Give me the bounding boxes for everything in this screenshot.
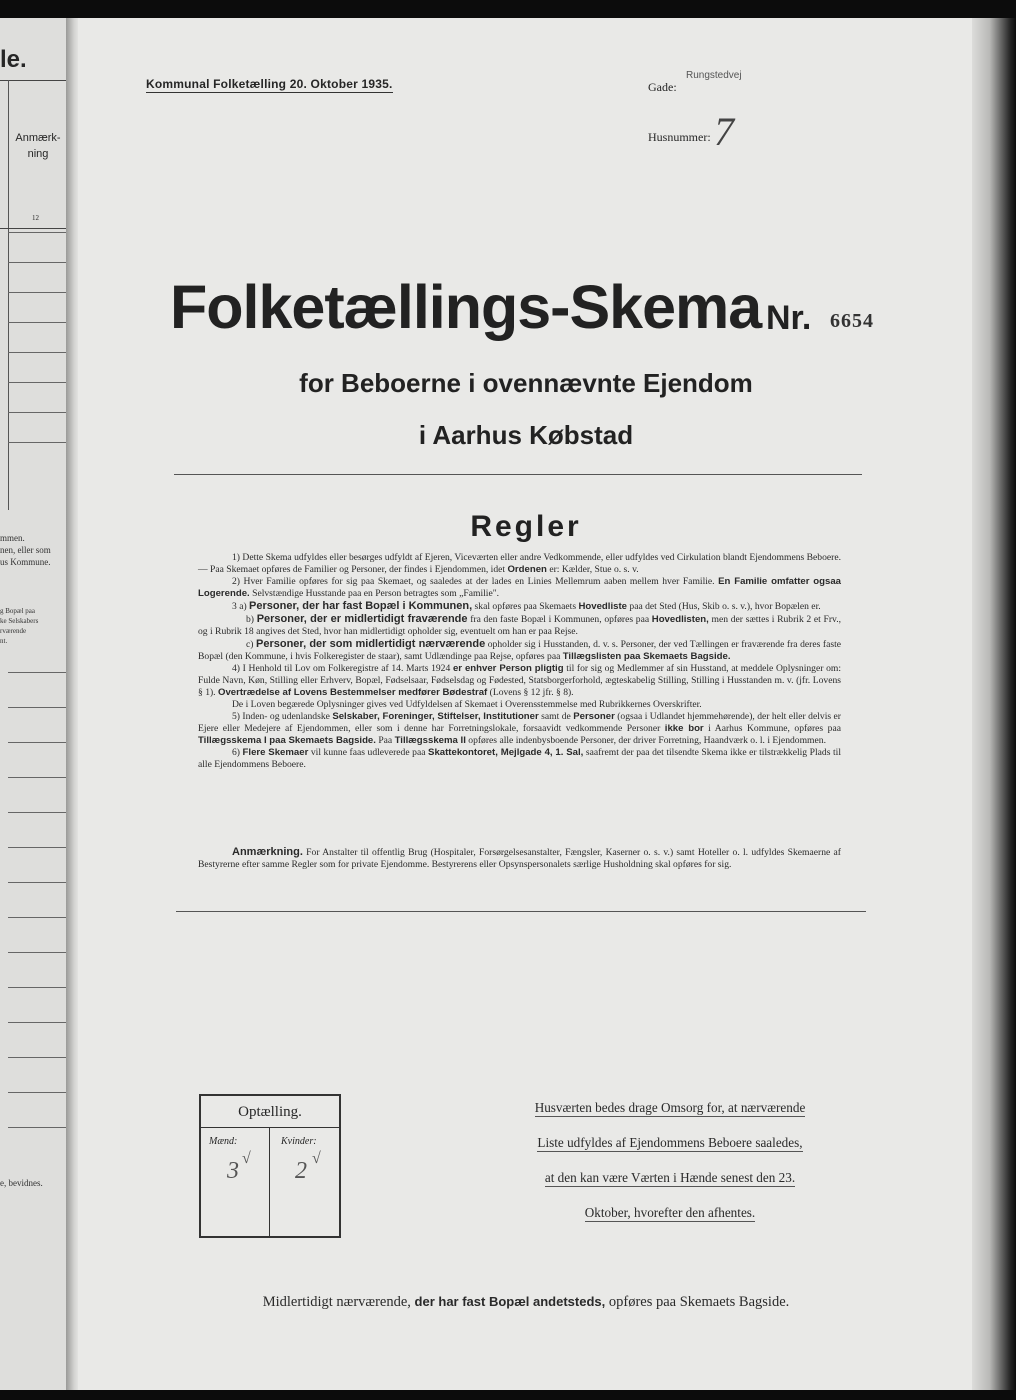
form-location: i Aarhus Købstad (418, 420, 634, 450)
row-line (8, 1057, 68, 1058)
row-line (8, 777, 68, 778)
row-line (8, 1092, 68, 1093)
kvinder-count: 2 (295, 1158, 307, 1184)
divider (201, 1127, 339, 1128)
note-line: g Bopæl paa (0, 607, 35, 615)
rule-4: 4) I Henhold til Lov om Folkeregistre af 14. Marts 1924 er enhver Person pligtig til for sig og Medlemmer af sin Husstand, at meddele Oplysninger om: Fulde Navn, Køn, Stilling eller Erhverv, Bopæl, Fødselsaar, Fødselsdag og Fødested, Statsborgerforhold, ægteskabelig Stilling, Stilling i Husstanden m. v. (jfr. Lovens § 1). Overtrædelse af Lovens Bestemmelser medfører Bødestraf (Lovens § 12 jfr. § 8). (198, 663, 841, 698)
census-date-line: Kommunal Folketælling 20. Oktober 1935. (146, 77, 393, 91)
note-line: us Kommune. (0, 557, 51, 567)
note-line: ke Selskabers (0, 617, 39, 625)
divider (0, 228, 68, 229)
form-subtitle: for Beboerne i ovennævnte Ejendom (299, 368, 753, 398)
divider (8, 80, 9, 510)
divider (174, 474, 862, 475)
row-line (8, 352, 68, 353)
instruction-line: at den kan være Værten i Hænde senest den 23. (544, 1170, 796, 1185)
rule-5: 5) Inden- og udenlandske Selskaber, Foreninger, Stiftelser, Institutioner samt de Personer (ogsaa i Udlandet hjemmehørende), der helt eller delvis er Ejere eller Medejere af Ejendommen, eller som i denne har Forretningslokale, forsaavidt vedkommende Personer ikke bor i Aarhus Kommune, opføres paa Tillægsskema I paa Skemaets Bagside. Paa Tillægsskema II opføres alle indenbysboende Personer, der driver Forretning, Haandværk o. l. i Ejendommen. (198, 711, 841, 746)
form-title: Folketællings-Skema (170, 273, 762, 341)
divider (176, 911, 866, 912)
checkmark-icon: √ (242, 1150, 251, 1167)
maend-label: Mænd: (209, 1136, 238, 1147)
gade-value: Rungstedvej (686, 70, 742, 81)
footer-text: Midlertidigt nærværende, (262, 1294, 415, 1310)
kvinder-label: Kvinder: (281, 1136, 317, 1147)
gade-label: Gade: (648, 80, 677, 94)
note-line: nt. (0, 637, 8, 645)
row-line (8, 742, 68, 743)
note-line: rværende (0, 627, 27, 635)
note-line: mmen. (0, 533, 25, 543)
divider (0, 80, 68, 81)
row-line (8, 847, 68, 848)
left-note-3: e, bevidnes. (0, 1178, 43, 1188)
left-note-2 (0, 606, 38, 646)
row-line (8, 917, 68, 918)
maend-count: 3 (227, 1158, 239, 1184)
column-header: Anmærk- ning (15, 132, 61, 160)
anmaerkning-text: For Anstalter til offentlig Brug (Hospitaler, Forsørgelsesanstalter, Fængsler, Kaserner o. s. v.) samt Hoteller o. l. udfyldes Skemaerne af Bestyrerne efter samme Regler som for private Ejendomme. Bestyrerens eller Opsynspersonalets særlige Husholdning skal opføres for sig. (198, 847, 841, 870)
row-line (8, 262, 68, 263)
anmaerkning-label: Anmærkning. (232, 846, 303, 858)
footer-bold: der har fast Bopæl andetsteds, (414, 1294, 606, 1309)
rules-heading: Regler (470, 510, 582, 543)
rule-1: 1) Dette Skema udfyldes eller besørges udfyldt af Ejeren, Viceværten eller andre Vedkommende, eller udfyldes ved Cirkulation blandt Ejendommens Beboere. — Paa Skemaet opføres de Familier og Personer, der findes i Ejendommen, idet Ordenen er: Kælder, Stue o. s. v. (198, 552, 841, 575)
note-line: nen, eller som (0, 545, 51, 555)
left-page-fragment (0, 18, 68, 1390)
rule-6: 6) Flere Skemaer vil kunne faas udleverede paa Skattekontoret, Mejlgade 4, 1. Sal, saafremt der paa det tilsendte Skema ikke er tilstrækkelig Plads til alle Ejendommens Beboere. (198, 747, 841, 770)
row-line (8, 292, 68, 293)
count-box-title: Optælling. (238, 1104, 302, 1120)
left-note-1 (0, 532, 51, 568)
row-line (8, 812, 68, 813)
count-box (199, 1094, 341, 1238)
anmaerkning-note (198, 846, 841, 871)
column-number: 12 (32, 214, 39, 222)
row-line (8, 232, 68, 233)
row-line (8, 987, 68, 988)
instruction-line: Liste udfyldes af Ejendommens Beboere saaledes, (537, 1135, 803, 1150)
row-line (8, 382, 68, 383)
row-line (8, 952, 68, 953)
instruction-line: Oktober, hvorefter den afhentes. (584, 1205, 756, 1220)
nr-label: Nr. (766, 299, 812, 337)
rule-3c: c) Personer, der som midlertidigt nærværende opholder sig i Husstanden, d. v. s. Personer, der ved Tællingen er fraværende fra deres faste Bopæl (den Kommune, i hvis Folkeregister de staar), samt Udlændinge paa Rejse, opføres paa Tillægslisten paa Skemaets Bagside. (198, 638, 841, 662)
row-line (8, 1127, 68, 1128)
rule-3b: b) Personer, der er midlertidigt fraværende fra den faste Bopæl i Kommunen, opføres paa Hovedlisten, men der sættes i Rubrik 2 et Frv., og i Rubrik 18 angives det Sted, hvor han midlertidigt opholder sig, eventuelt om han er paa Rejse. (198, 613, 842, 637)
left-page-title: le. (0, 46, 27, 73)
row-line (8, 1022, 68, 1023)
row-line (8, 672, 68, 673)
divider (269, 1127, 270, 1236)
checkmark-icon: √ (312, 1150, 321, 1167)
page-edge (972, 18, 1016, 1390)
instruction-line: Husværten bedes drage Omsorg for, at nærværende (534, 1100, 806, 1115)
husnummer-label: Husnummer: (648, 130, 711, 144)
rule-3a: 3 a) Personer, der har fast Bopæl i Kommunen, skal opføres paa Skemaets Hovedliste paa det Sted (Hus, Skib o. s. v.), hvor Bopælen er. (232, 600, 821, 612)
form-number: 6654 (830, 310, 874, 332)
row-line (8, 442, 68, 443)
landlord-instructions (470, 1100, 870, 1240)
row-line (8, 322, 68, 323)
row-line (8, 882, 68, 883)
row-line (8, 412, 68, 413)
rule-4-note: De i Loven begærede Oplysninger gives ved Udfyldelsen af Skemaet i Overensstemmelse med Rubrikkernes Overskrifter. (232, 699, 702, 710)
rule-2: 2) Hver Familie opføres for sig paa Skemaet, og saaledes at der lades en Linies Mellemrum aaben mellem hver Familie. En Familie omfatter ogsaa Logerende. Selvstændige Husstande paa en Person betragtes som „Familie". (198, 576, 842, 599)
husnummer-value: 7 (714, 109, 734, 154)
footer-text: opføres paa Skemaets Bagside. (605, 1294, 790, 1310)
footer-note (110, 1294, 942, 1311)
rules-text (198, 552, 841, 771)
row-line (8, 707, 68, 708)
